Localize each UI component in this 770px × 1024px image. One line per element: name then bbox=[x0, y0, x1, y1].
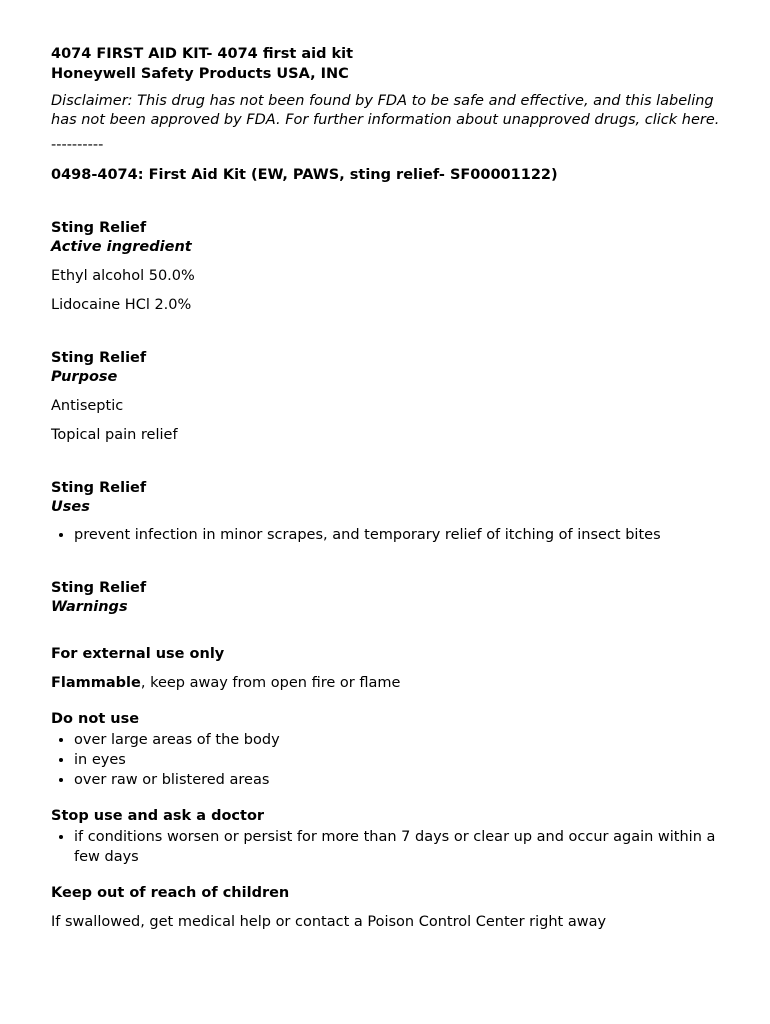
purpose-section bbox=[51, 349, 731, 445]
do-not-use-list bbox=[51, 730, 731, 790]
list-item: • in eyes bbox=[74, 750, 731, 770]
flammable-warning bbox=[51, 674, 731, 693]
keep-out-of-reach-heading: Keep out of reach of children bbox=[51, 885, 290, 901]
do-not-use-heading: Do not use bbox=[51, 711, 140, 727]
active-ingredient-2: Lidocaine HCl 2.0% bbox=[51, 297, 192, 313]
disclaimer-end: . bbox=[714, 112, 720, 128]
disclaimer bbox=[51, 92, 731, 130]
list-item: • prevent infection in minor scrapes, and temporary relief of itching of insect bites bbox=[74, 525, 731, 545]
title-line-2: Honeywell Safety Products USA, INC bbox=[51, 66, 349, 82]
product-title: 0498-4074: First Aid Kit (EW, PAWS, sting relief- SF00001122) bbox=[51, 167, 558, 183]
title-line-1: 4074 FIRST AID KIT- 4074 first aid kit bbox=[51, 46, 354, 62]
active-ingredient-1: Ethyl alcohol 50.0% bbox=[51, 268, 195, 284]
keep-out-of-reach-text: If swallowed, get medical help or contact a Poison Control Center right away bbox=[51, 914, 607, 930]
list-item: • over large areas of the body bbox=[74, 730, 731, 750]
flammable-label: Flammable bbox=[51, 675, 141, 691]
uses-list bbox=[51, 525, 731, 545]
purpose-item-1: Antiseptic bbox=[51, 398, 124, 414]
stop-use-list bbox=[51, 827, 731, 867]
disclaimer-link[interactable]: click here bbox=[644, 112, 715, 128]
list-item: • over raw or blistered areas bbox=[74, 770, 731, 790]
purpose-heading: Purpose bbox=[51, 369, 118, 385]
section-product-name: Sting Relief bbox=[51, 350, 147, 366]
section-product-name: Sting Relief bbox=[51, 220, 147, 236]
active-ingredient-heading: Active ingredient bbox=[51, 239, 192, 255]
uses-heading: Uses bbox=[51, 499, 90, 515]
separator: ---------- bbox=[51, 137, 104, 153]
list-item: • if conditions worsen or persist for more than 7 days or clear up and occur again within a few days bbox=[74, 827, 731, 867]
document-page bbox=[51, 44, 731, 932]
external-use-heading: For external use only bbox=[51, 646, 225, 662]
flammable-text: , keep away from open fire or flame bbox=[140, 675, 401, 691]
section-product-name: Sting Relief bbox=[51, 480, 147, 496]
purpose-item-2: Topical pain relief bbox=[51, 427, 178, 443]
active-ingredient-section bbox=[51, 219, 731, 315]
document-title bbox=[51, 44, 731, 84]
stop-use-heading: Stop use and ask a doctor bbox=[51, 808, 265, 824]
warnings-heading: Warnings bbox=[51, 599, 128, 615]
disclaimer-text: Disclaimer: This drug has not been found by FDA to be safe and effective, and this labeling has not been approved by FDA. For further information about unapproved drugs, bbox=[51, 93, 714, 128]
warnings-section bbox=[51, 579, 731, 932]
section-product-name: Sting Relief bbox=[51, 580, 147, 596]
uses-section bbox=[51, 479, 731, 545]
